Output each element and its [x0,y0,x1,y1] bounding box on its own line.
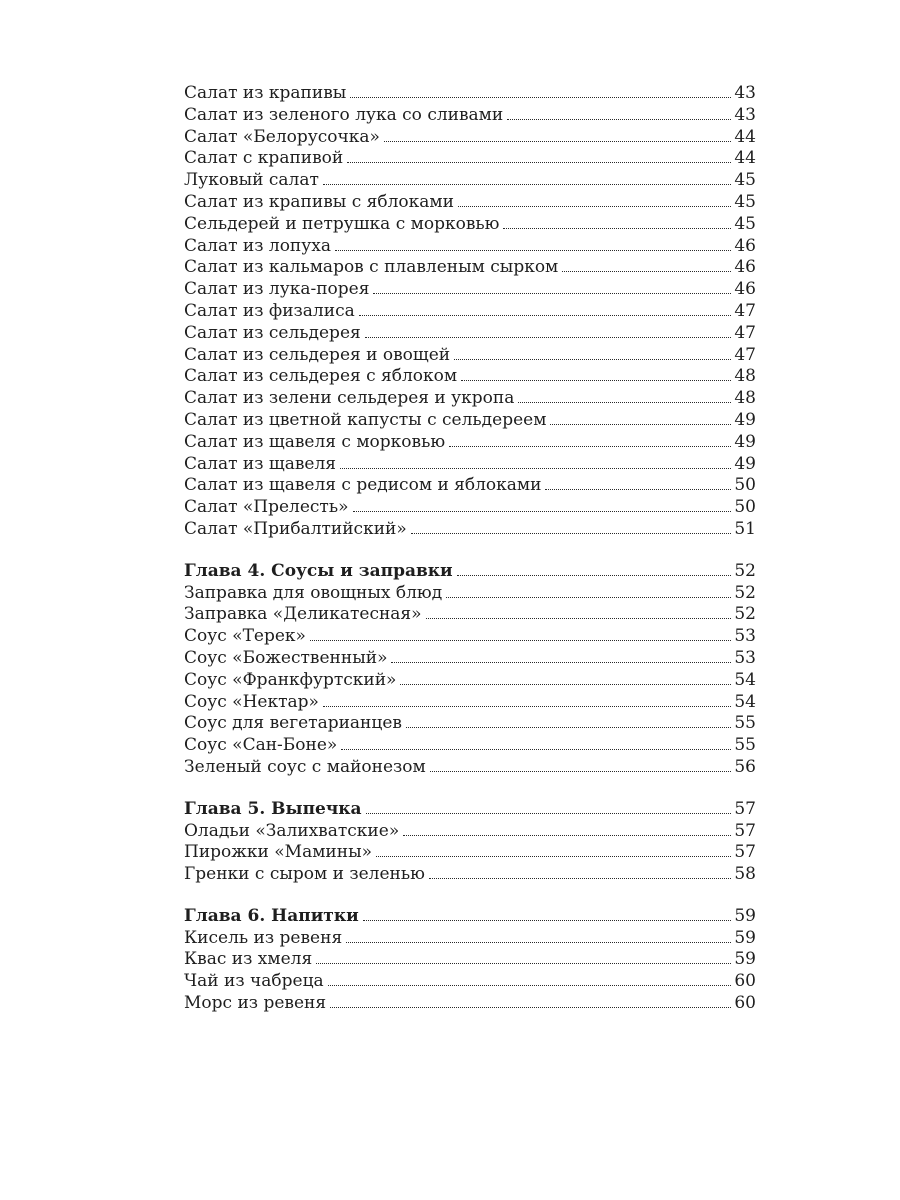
chapter-separator: . [259,798,272,819]
toc-entry[interactable] [184,83,756,105]
toc-entry-page: 54 [734,669,756,690]
toc-entry-page: 44 [734,148,756,169]
dot-leader [328,985,731,986]
toc-entry-page: 56 [734,756,756,777]
toc-entry[interactable] [184,842,756,864]
toc-entry-title: Соус для вегетарианцев [184,713,402,734]
toc-entry-page: 57 [734,842,756,863]
toc-entry-page: 53 [734,647,756,668]
toc-entry[interactable] [184,388,756,410]
chapter-page: 59 [734,905,756,926]
toc-entry-title: Пирожки «Мамины» [184,842,373,863]
toc-entry-title: Салат из кальмаров с плавленым сырком [184,257,559,278]
toc-entry[interactable] [184,192,756,214]
dot-leader [347,162,731,163]
toc-entry-page: 44 [734,126,756,147]
toc-entry-page: 50 [734,475,756,496]
dot-leader [330,1007,731,1008]
toc-entry[interactable] [184,497,756,519]
toc-entry-title: Салат из цветной капусты с сельдереем [184,409,547,430]
dot-leader [562,271,731,272]
toc-entry-page: 55 [734,735,756,756]
toc-entry-page: 49 [734,453,756,474]
toc-entry-title: Салат из сельдерея [184,322,361,343]
toc-entry-page: 53 [734,626,756,647]
dot-leader [323,706,731,707]
dot-leader [363,920,731,921]
dot-leader [340,468,731,469]
toc-entry[interactable] [184,323,756,345]
dot-leader [359,315,731,316]
table-of-contents [184,83,756,1015]
toc-entry-title: Салат из щавеля [184,453,336,474]
toc-entry-page: 58 [734,864,756,885]
chapter-title [184,906,363,928]
dot-leader [323,184,731,185]
toc-entry-title: Соус «Божественный» [184,647,388,668]
toc-entry-title: Гренки с сыром и зеленью [184,864,425,885]
toc-entry-page: 43 [734,104,756,125]
toc-entry-page: 60 [734,993,756,1014]
chapter-page: 57 [734,798,756,819]
toc-entry-title: Оладьи «Залихватские» [184,820,400,841]
toc-group-chapter-5 [184,799,756,886]
dot-leader [403,835,731,836]
chapter-separator: . [259,905,272,926]
dot-leader [457,575,731,576]
toc-entry-title: Салат из крапивы [184,83,347,103]
toc-entry-title: Соус «Терек» [184,626,306,647]
toc-group-chapter-4 [184,561,756,779]
toc-entry-page: 57 [734,820,756,841]
toc-entry-page: 46 [734,279,756,300]
dot-leader [353,511,732,512]
dot-leader [426,618,731,619]
toc-entry[interactable] [184,692,756,714]
toc-chapter-heading[interactable] [184,799,756,821]
toc-entry-title: Салат «Прелесть» [184,497,349,518]
toc-entry-title: Салат из сельдерея с яблоком [184,366,458,387]
toc-entry[interactable] [184,648,756,670]
dot-leader [449,446,731,447]
dot-leader [461,380,731,381]
toc-entry-title: Зеленый соус с майонезом [184,756,426,777]
toc-entry[interactable] [184,148,756,170]
toc-entry-page: 47 [734,322,756,343]
dot-leader [341,749,731,750]
toc-entry-title: Салат из щавеля с редисом и яблоками [184,475,542,496]
toc-entry-title: Салат с крапивой [184,148,344,169]
chapter-title [184,799,366,821]
toc-entry[interactable] [184,214,756,236]
dot-leader [429,878,731,879]
toc-entry-title: Салат из щавеля с морковью [184,431,446,452]
toc-entry[interactable] [184,432,756,454]
toc-entry-title: Салат из физалиса [184,300,355,321]
toc-entry[interactable] [184,949,756,971]
toc-entry-title: Заправка для овощных блюд [184,582,443,603]
toc-entry-title: Салат из сельдерея и овощей [184,344,451,365]
dot-leader [503,228,731,229]
chapter-title [184,561,457,583]
toc-entry[interactable] [184,454,756,476]
toc-entry[interactable] [184,301,756,323]
toc-chapter-heading[interactable] [184,906,756,928]
toc-entry[interactable] [184,105,756,127]
toc-chapter-heading[interactable] [184,561,756,583]
dot-leader [400,684,731,685]
toc-entry-page: 48 [734,388,756,409]
dot-leader [373,293,731,294]
dot-leader [384,141,731,142]
toc-entry[interactable] [184,236,756,258]
dot-leader [350,97,731,98]
toc-entry-page: 59 [734,949,756,970]
toc-entry-title: Чай из чабреца [184,971,324,992]
toc-entry-page: 45 [734,170,756,191]
toc-entry-title: Салат из зелени сельдерея и укропа [184,388,515,409]
toc-entry[interactable] [184,626,756,648]
toc-entry[interactable] [184,971,756,993]
toc-entry[interactable] [184,519,756,541]
toc-entry[interactable] [184,670,756,692]
toc-entry[interactable] [184,366,756,388]
chapter-separator: . [259,560,272,581]
toc-group-salads [184,83,756,541]
toc-entry-page: 52 [734,604,756,625]
chapter-label: Глава 5 [184,798,260,819]
toc-entry-page: 50 [734,497,756,518]
toc-entry-page: 49 [734,431,756,452]
chapter-name: Напитки [271,905,359,926]
toc-entry-title: Соус «Нектар» [184,691,319,712]
dot-leader [310,640,731,641]
toc-entry[interactable] [184,345,756,367]
toc-entry[interactable] [184,475,756,497]
toc-entry-title: Сельдерей и петрушка с морковью [184,213,500,234]
toc-entry-title: Соус «Франкфуртский» [184,669,397,690]
toc-entry[interactable] [184,583,756,605]
toc-entry-page: 46 [734,235,756,256]
dot-leader [518,402,731,403]
toc-entry-title: Салат «Белорусочка» [184,126,380,147]
dot-leader [391,662,731,663]
toc-entry-title: Салат «Прибалтийский» [184,518,407,539]
toc-entry[interactable] [184,604,756,626]
toc-group-chapter-6 [184,906,756,1015]
toc-entry[interactable] [184,170,756,192]
toc-entry[interactable] [184,127,756,149]
toc-entry-title: Салат из крапивы с яблоками [184,191,454,212]
toc-entry-title: Морс из ревеня [184,993,327,1014]
chapter-name: Соусы и заправки [271,560,453,581]
toc-entry-title: Соус «Сан-Боне» [184,735,338,756]
toc-entry[interactable] [184,757,756,779]
toc-entry-title: Луковый салат [184,170,319,191]
toc-entry-page: 54 [734,691,756,712]
toc-entry-title: Салат из лука-порея [184,279,370,300]
dot-leader [365,337,731,338]
dot-leader [545,489,731,490]
dot-leader [550,424,731,425]
chapter-page: 52 [734,560,756,581]
toc-entry-page: 55 [734,713,756,734]
dot-leader [376,856,731,857]
toc-entry-page: 59 [734,927,756,948]
toc-entry-title: Кисель из ревеня [184,927,343,948]
toc-entry-page: 51 [734,518,756,539]
toc-entry-page: 45 [734,191,756,212]
toc-entry[interactable] [184,279,756,301]
toc-entry-page: 45 [734,213,756,234]
toc-entry-title: Квас из хмеля [184,949,313,970]
dot-leader [346,942,731,943]
toc-entry[interactable] [184,257,756,279]
toc-entry-title: Салат из зеленого лука со сливами [184,104,504,125]
toc-entry-title: Салат из лопуха [184,235,331,256]
toc-entry-page: 48 [734,366,756,387]
chapter-name: Выпечка [271,798,362,819]
toc-entry-page: 52 [734,582,756,603]
chapter-label: Глава 4 [184,560,260,581]
toc-entry[interactable] [184,713,756,735]
toc-entry-page: 47 [734,300,756,321]
dot-leader [507,119,731,120]
toc-entry[interactable] [184,821,756,843]
dot-leader [316,963,731,964]
dot-leader [335,250,731,251]
dot-leader [411,533,731,534]
toc-entry-page: 46 [734,257,756,278]
dot-leader [366,813,731,814]
chapter-label: Глава 6 [184,905,260,926]
toc-entry-page: 47 [734,344,756,365]
toc-entry-page: 60 [734,971,756,992]
toc-entry-page: 43 [734,83,756,103]
dot-leader [454,359,731,360]
toc-entry[interactable] [184,928,756,950]
toc-entry-title: Заправка «Деликатесная» [184,604,422,625]
dot-leader [446,597,731,598]
toc-entry[interactable] [184,993,756,1015]
toc-entry-page: 49 [734,409,756,430]
toc-entry[interactable] [184,410,756,432]
dot-leader [458,206,731,207]
dot-leader [430,771,731,772]
dot-leader [406,727,731,728]
toc-entry[interactable] [184,735,756,757]
toc-entry[interactable] [184,864,756,886]
